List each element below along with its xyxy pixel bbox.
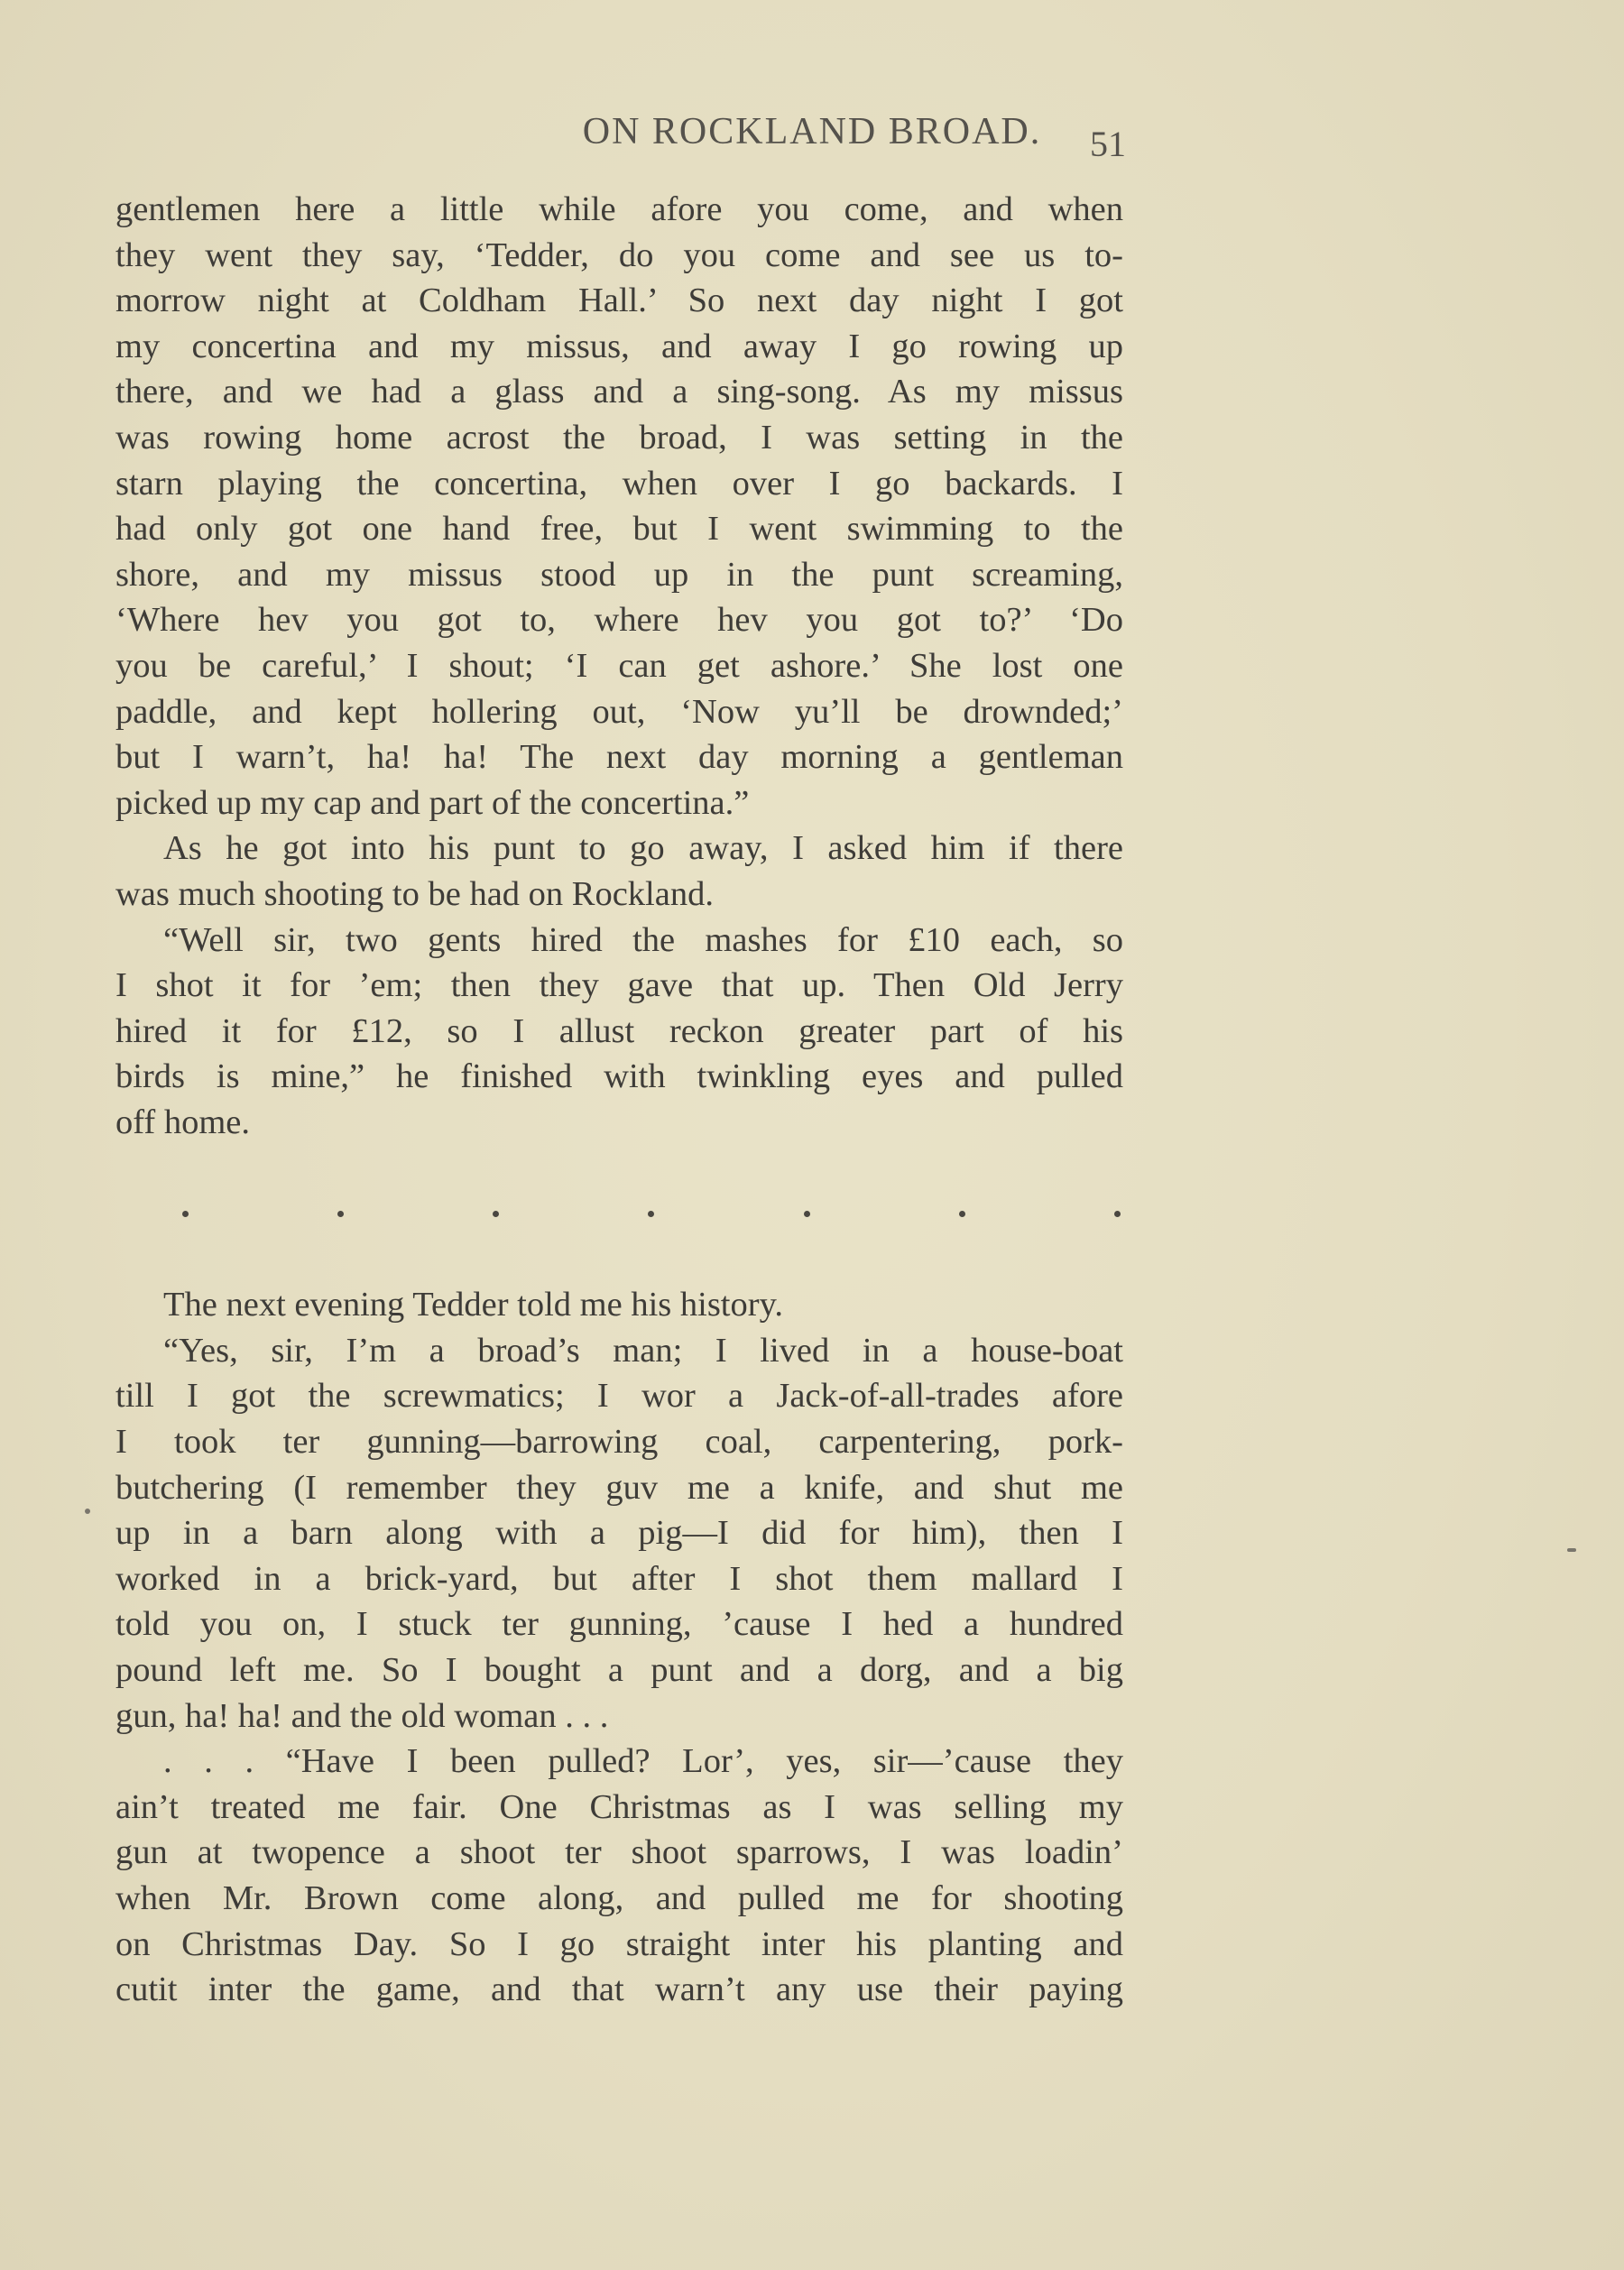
- paragraph-5: [115, 1328, 1123, 1739]
- section-spacer: [115, 1237, 1123, 1283]
- text-line: there, and we had a glass and a sing-song. As my missus: [115, 373, 1123, 411]
- text-line: As he got into his punt to go away, I asked him if there: [163, 829, 1123, 868]
- section-spacer: [115, 1145, 1123, 1191]
- ornament-dot: [648, 1211, 654, 1217]
- text-line: worked in a brick-yard, but after I shot them mallard I: [115, 1559, 1123, 1598]
- text-line: pound left me. So I bought a punt and a dorg, and a big: [115, 1651, 1123, 1689]
- text-line: gun, ha! ha! and the old woman . . .: [115, 1696, 609, 1735]
- text-line: was much shooting to be had on Rockland.: [115, 874, 714, 913]
- ornament-dot: [1114, 1211, 1121, 1217]
- text-line: when Mr. Brown come along, and pulled me for shooting: [115, 1878, 1123, 1917]
- text-line: picked up my cap and part of the concertina.”: [115, 783, 750, 822]
- text-line: birds is mine,” he finished with twinkling eyes and pulled: [115, 1057, 1123, 1096]
- text-line: on Christmas Day. So I go straight inter his planting and: [115, 1924, 1123, 1963]
- text-line: . . . “Have I been pulled? Lor’, yes, sir—’cause they: [163, 1742, 1123, 1781]
- page-number: 51: [1090, 124, 1126, 164]
- paragraph-4: [115, 1282, 1123, 1328]
- text-line: off home.: [115, 1103, 250, 1141]
- paragraph-2: [115, 826, 1123, 917]
- body-text: [115, 187, 1123, 2013]
- text-line: told you on, I stuck ter gunning, ’cause I hed a hundred: [115, 1605, 1123, 1644]
- text-line: “Well sir, two gents hired the mashes for £10 each, so: [163, 920, 1123, 959]
- text-line: cutit inter the game, and that warn’t any use their paying: [115, 1970, 1123, 2009]
- text-line: starn playing the concertina, when over I go backards. I: [115, 464, 1123, 503]
- text-line: but I warn’t, ha! ha! The next day morning a gentleman: [115, 738, 1123, 777]
- text-line: ain’t treated me fair. One Christmas as I was selling my: [115, 1787, 1123, 1826]
- ornament-dot: [337, 1211, 344, 1217]
- paper-speck: [1567, 1548, 1576, 1552]
- paragraph-3: [115, 918, 1123, 1146]
- text-line: till I got the screwmatics; I wor a Jack-of-all-trades afore: [115, 1377, 1123, 1416]
- text-line: The next evening Tedder told me his history.: [163, 1286, 783, 1324]
- text-line: you be careful,’ I shout; ‘I can get ashore.’ She lost one: [115, 646, 1123, 685]
- ornament-dot: [493, 1211, 499, 1217]
- text-line: “Yes, sir, I’m a broad’s man; I lived in a house-boat: [163, 1331, 1123, 1370]
- text-line: butchering (I remember they guv me a knife, and shut me: [115, 1468, 1123, 1507]
- running-title: ON ROCKLAND BROAD.: [582, 111, 1042, 152]
- text-line: hired it for £12, so I allust reckon greater part of his: [115, 1011, 1123, 1050]
- ornament-dot: [959, 1211, 965, 1217]
- text-line: my concertina and my missus, and away I go rowing up: [115, 327, 1123, 365]
- section-break-dots: [115, 1191, 1121, 1237]
- paragraph-6: [115, 1739, 1123, 2013]
- text-line: gentlemen here a little while afore you come, and when: [115, 190, 1123, 228]
- text-line: I took ter gunning—barrowing coal, carpentering, pork-: [115, 1423, 1123, 1462]
- text-line: shore, and my missus stood up in the punt screaming,: [115, 555, 1123, 594]
- text-line: paddle, and kept hollering out, ‘Now yu’ll be drownded;’: [115, 692, 1123, 731]
- paragraph-1: [115, 187, 1123, 826]
- text-line: morrow night at Coldham Hall.’ So next day night I got: [115, 281, 1123, 320]
- ornament-dot: [804, 1211, 810, 1217]
- text-line: up in a barn along with a pig—I did for him), then I: [115, 1514, 1123, 1553]
- text-line: ‘Where hev you got to, where hev you got to?’ ‘Do: [115, 601, 1123, 640]
- text-line: I shot it for ’em; then they gave that up. Then Old Jerry: [115, 966, 1123, 1005]
- paper-speck: [85, 1509, 90, 1514]
- ornament-dot: [182, 1211, 189, 1217]
- text-line: had only got one hand free, but I went swimming to the: [115, 510, 1123, 549]
- text-line: was rowing home acrost the broad, I was setting in the: [115, 418, 1123, 457]
- text-line: they went they say, ‘Tedder, do you come and see us to-: [115, 235, 1123, 274]
- text-line: gun at twopence a shoot ter shoot sparrows, I was loadin’: [115, 1833, 1123, 1872]
